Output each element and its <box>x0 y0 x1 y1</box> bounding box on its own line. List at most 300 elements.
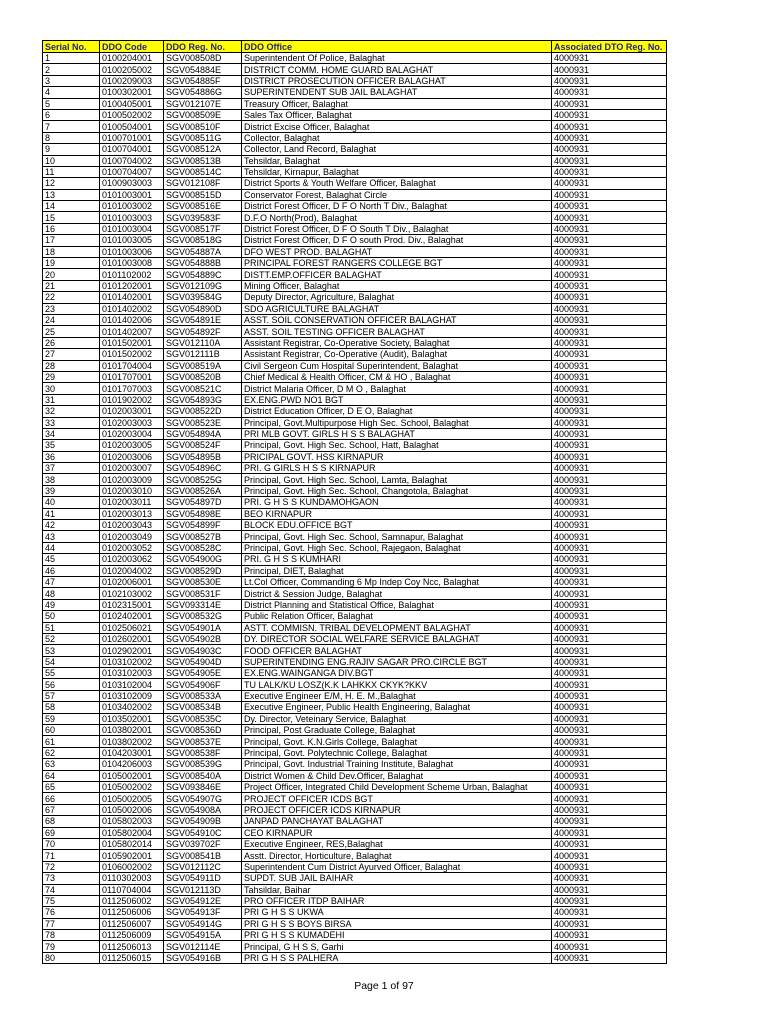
table-row <box>43 827 667 838</box>
dto-reg-no-cell: 4000931 <box>552 554 667 565</box>
serial-no-cell: 17 <box>43 235 100 246</box>
ddo-code-cell: 0101707003 <box>100 383 164 394</box>
table-row <box>43 326 667 337</box>
serial-no-cell: 80 <box>43 952 100 963</box>
dto-reg-no-cell: 4000931 <box>552 838 667 849</box>
ddo-reg-no-cell: SGV008523E <box>164 417 242 428</box>
serial-no-cell: 31 <box>43 394 100 405</box>
ddo-code-cell: 0100903003 <box>100 178 164 189</box>
ddo-code-cell: 0103502001 <box>100 713 164 724</box>
ddo-office-cell: Principal, Govt.Multipurpose High Sec. School, Balaghat <box>242 417 552 428</box>
ddo-reg-no-cell: SGV039583F <box>164 212 242 223</box>
ddo-code-cell: 0102004002 <box>100 565 164 576</box>
table-row <box>43 474 667 485</box>
serial-no-cell: 72 <box>43 861 100 872</box>
ddo-office-cell: District Forest Officer, D F O south Prod. Div., Balaghat <box>242 235 552 246</box>
ddo-reg-no-cell: SGV012108F <box>164 178 242 189</box>
dto-reg-no-cell: 4000931 <box>552 314 667 325</box>
ddo-reg-no-cell: SGV012111B <box>164 349 242 360</box>
ddo-code-cell: 0102003007 <box>100 463 164 474</box>
ddo-office-cell: Executive Engineer, RES,Balaghat <box>242 838 552 849</box>
ddo-reg-no-cell: SGV008516E <box>164 201 242 212</box>
ddo-office-cell: District & Session Judge, Balaghat <box>242 588 552 599</box>
ddo-office-cell: Executive Engineer E/M, H. E. M.,Balaghat <box>242 690 552 701</box>
table-row <box>43 53 667 64</box>
ddo-code-cell: 0105802004 <box>100 827 164 838</box>
serial-no-cell: 43 <box>43 531 100 542</box>
ddo-reg-no-cell: SGV054887A <box>164 246 242 257</box>
table-row <box>43 383 667 394</box>
table-row <box>43 668 667 679</box>
table-body <box>43 53 667 964</box>
ddo-office-cell: District Forest Officer, D F O South T Div., Balaghat <box>242 223 552 234</box>
ddo-reg-no-cell: SGV008522D <box>164 406 242 417</box>
header-ddo-code: DDO Code <box>100 41 164 53</box>
ddo-office-cell: District Malaria Officer, D M O , Balaghat <box>242 383 552 394</box>
serial-no-cell: 30 <box>43 383 100 394</box>
ddo-office-cell: DISTRICT COMM. HOME GUARD BALAGHAT <box>242 64 552 75</box>
table-row <box>43 861 667 872</box>
dto-reg-no-cell: 4000931 <box>552 223 667 234</box>
dto-reg-no-cell: 4000931 <box>552 930 667 941</box>
ddo-register-sheet <box>42 40 666 964</box>
table-row <box>43 599 667 610</box>
ddo-code-cell: 0101003002 <box>100 201 164 212</box>
table-row <box>43 451 667 462</box>
table-row <box>43 508 667 519</box>
dto-reg-no-cell: 4000931 <box>552 155 667 166</box>
ddo-office-cell: PRI G H S S PALHERA <box>242 952 552 963</box>
dto-reg-no-cell: 4000931 <box>552 280 667 291</box>
ddo-code-cell: 0101402006 <box>100 314 164 325</box>
ddo-office-cell: BEO KIRNAPUR <box>242 508 552 519</box>
ddo-code-cell: 0100504001 <box>100 121 164 132</box>
table-row <box>43 930 667 941</box>
table-row <box>43 679 667 690</box>
dto-reg-no-cell: 4000931 <box>552 895 667 906</box>
ddo-office-cell: District Excise Officer, Balaghat <box>242 121 552 132</box>
ddo-code-cell: 0102506021 <box>100 622 164 633</box>
ddo-reg-no-cell: SGV012112C <box>164 861 242 872</box>
serial-no-cell: 41 <box>43 508 100 519</box>
dto-reg-no-cell: 4000931 <box>552 520 667 531</box>
ddo-reg-no-cell: SGV054906F <box>164 679 242 690</box>
table-row <box>43 873 667 884</box>
ddo-office-cell: Conservator Forest, Balaghat Circle <box>242 189 552 200</box>
ddo-code-cell: 0105002006 <box>100 804 164 815</box>
ddo-code-cell: 0102006001 <box>100 576 164 587</box>
serial-no-cell: 12 <box>43 178 100 189</box>
serial-no-cell: 56 <box>43 679 100 690</box>
dto-reg-no-cell: 4000931 <box>552 144 667 155</box>
table-row <box>43 292 667 303</box>
table-row <box>43 87 667 98</box>
ddo-code-cell: 0101502002 <box>100 349 164 360</box>
dto-reg-no-cell: 4000931 <box>552 690 667 701</box>
dto-reg-no-cell: 4000931 <box>552 565 667 576</box>
table-row <box>43 622 667 633</box>
ddo-code-cell: 0112506006 <box>100 907 164 918</box>
dto-reg-no-cell: 4000931 <box>552 121 667 132</box>
dto-reg-no-cell: 4000931 <box>552 75 667 86</box>
ddo-office-cell: EX.ENG.PWD NO1 BGT <box>242 394 552 405</box>
dto-reg-no-cell: 4000931 <box>552 371 667 382</box>
ddo-code-cell: 0105802003 <box>100 816 164 827</box>
table-row <box>43 440 667 451</box>
serial-no-cell: 28 <box>43 360 100 371</box>
ddo-reg-no-cell: SGV008529D <box>164 565 242 576</box>
ddo-office-cell: PRI. G GIRLS H S S KIRNAPUR <box>242 463 552 474</box>
header-ddo-office: DDO Office <box>242 41 552 53</box>
ddo-reg-no-cell: SGV008530E <box>164 576 242 587</box>
table-row <box>43 918 667 929</box>
ddo-code-cell: 0102003009 <box>100 474 164 485</box>
ddo-office-cell: Deputy Director, Agriculture, Balaghat <box>242 292 552 303</box>
ddo-reg-no-cell: SGV054890D <box>164 303 242 314</box>
ddo-code-cell: 0102402001 <box>100 611 164 622</box>
ddo-reg-no-cell: SGV054902B <box>164 633 242 644</box>
ddo-code-cell: 0102602001 <box>100 633 164 644</box>
dto-reg-no-cell: 4000931 <box>552 952 667 963</box>
ddo-office-cell: Tahsildar, Baihar <box>242 884 552 895</box>
serial-no-cell: 4 <box>43 87 100 98</box>
ddo-office-cell: Assistant Registrar, Co-Operative Society, Balaghat <box>242 337 552 348</box>
ddo-office-cell: District Education Officer, D E O, Balaghat <box>242 406 552 417</box>
serial-no-cell: 16 <box>43 223 100 234</box>
ddo-reg-no-cell: SGV012113D <box>164 884 242 895</box>
table-row <box>43 497 667 508</box>
serial-no-cell: 18 <box>43 246 100 257</box>
dto-reg-no-cell: 4000931 <box>552 326 667 337</box>
dto-reg-no-cell: 4000931 <box>552 360 667 371</box>
ddo-code-cell: 0102003010 <box>100 485 164 496</box>
ddo-code-cell: 0100302001 <box>100 87 164 98</box>
table-row <box>43 952 667 963</box>
ddo-reg-no-cell: SGV008524F <box>164 440 242 451</box>
serial-no-cell: 51 <box>43 622 100 633</box>
dto-reg-no-cell: 4000931 <box>552 64 667 75</box>
table-row <box>43 212 667 223</box>
ddo-reg-no-cell: SGV054908A <box>164 804 242 815</box>
ddo-office-cell: PRI MLB GOVT. GIRLS H S S BALAGHAT <box>242 428 552 439</box>
ddo-office-cell: Mining Officer, Balaghat <box>242 280 552 291</box>
serial-no-cell: 2 <box>43 64 100 75</box>
ddo-code-cell: 0102003052 <box>100 542 164 553</box>
dto-reg-no-cell: 4000931 <box>552 463 667 474</box>
ddo-office-cell: Principal, Govt. Industrial Training Institute, Balaghat <box>242 759 552 770</box>
ddo-reg-no-cell: SGV039702F <box>164 838 242 849</box>
dto-reg-no-cell: 4000931 <box>552 759 667 770</box>
ddo-office-cell: District Sports & Youth Welfare Officer, Balaghat <box>242 178 552 189</box>
ddo-office-cell: Principal, Govt. High Sec. School, Rajegaon, Balaghat <box>242 542 552 553</box>
dto-reg-no-cell: 4000931 <box>552 349 667 360</box>
serial-no-cell: 61 <box>43 736 100 747</box>
serial-no-cell: 79 <box>43 941 100 952</box>
serial-no-cell: 68 <box>43 816 100 827</box>
dto-reg-no-cell: 4000931 <box>552 269 667 280</box>
table-row <box>43 850 667 861</box>
ddo-code-cell: 0100405001 <box>100 98 164 109</box>
ddo-code-cell: 0102902001 <box>100 645 164 656</box>
ddo-office-cell: PRICIPAL GOVT. HSS KIRNAPUR <box>242 451 552 462</box>
ddo-code-cell: 0100704002 <box>100 155 164 166</box>
ddo-code-cell: 0101003001 <box>100 189 164 200</box>
ddo-office-cell: Tehsildar, Balaghat <box>242 155 552 166</box>
ddo-office-cell: CEO KIRNAPUR <box>242 827 552 838</box>
ddo-office-cell: SUPERINTENDING ENG.RAJIV SAGAR PRO.CIRCLE BGT <box>242 656 552 667</box>
ddo-reg-no-cell: SGV054891E <box>164 314 242 325</box>
ddo-office-cell: PRINCIPAL FOREST RANGERS COLLEGE BGT <box>242 258 552 269</box>
ddo-code-cell: 0101202001 <box>100 280 164 291</box>
ddo-office-cell: DFO WEST PROD. BALAGHAT <box>242 246 552 257</box>
serial-no-cell: 70 <box>43 838 100 849</box>
ddo-code-cell: 0101102002 <box>100 269 164 280</box>
dto-reg-no-cell: 4000931 <box>552 235 667 246</box>
serial-no-cell: 44 <box>43 542 100 553</box>
table-row <box>43 166 667 177</box>
serial-no-cell: 62 <box>43 747 100 758</box>
ddo-office-cell: Principal, Govt. High Sec. School, Lamta, Balaghat <box>242 474 552 485</box>
ddo-office-cell: Principal, Govt. High Sec. School, Samnapur, Balaghat <box>242 531 552 542</box>
serial-no-cell: 74 <box>43 884 100 895</box>
table-row <box>43 360 667 371</box>
table-row <box>43 132 667 143</box>
ddo-office-cell: Treasury Officer, Balaghat <box>242 98 552 109</box>
ddo-reg-no-cell: SGV008532G <box>164 611 242 622</box>
dto-reg-no-cell: 4000931 <box>552 474 667 485</box>
ddo-reg-no-cell: SGV012107E <box>164 98 242 109</box>
table-row <box>43 838 667 849</box>
ddo-code-cell: 0102003003 <box>100 417 164 428</box>
serial-no-cell: 73 <box>43 873 100 884</box>
ddo-office-cell: District Forest Officer, D F O North T Div., Balaghat <box>242 201 552 212</box>
serial-no-cell: 25 <box>43 326 100 337</box>
header-dto-reg-no: Associated DTO Reg. No. <box>552 41 667 53</box>
serial-no-cell: 13 <box>43 189 100 200</box>
ddo-reg-no-cell: SGV012114E <box>164 941 242 952</box>
ddo-code-cell: 0101707001 <box>100 371 164 382</box>
ddo-code-cell: 0101704004 <box>100 360 164 371</box>
ddo-code-cell: 0101003003 <box>100 212 164 223</box>
ddo-reg-no-cell: SGV054894A <box>164 428 242 439</box>
ddo-code-cell: 0103102009 <box>100 690 164 701</box>
serial-no-cell: 5 <box>43 98 100 109</box>
table-row <box>43 804 667 815</box>
table-row <box>43 816 667 827</box>
serial-no-cell: 38 <box>43 474 100 485</box>
ddo-office-cell: Sales Tax Officer, Balaghat <box>242 109 552 120</box>
serial-no-cell: 29 <box>43 371 100 382</box>
dto-reg-no-cell: 4000931 <box>552 383 667 394</box>
ddo-reg-no-cell: SGV008521C <box>164 383 242 394</box>
serial-no-cell: 60 <box>43 725 100 736</box>
ddo-reg-no-cell: SGV008540A <box>164 770 242 781</box>
ddo-code-cell: 0105902001 <box>100 850 164 861</box>
ddo-reg-no-cell: SGV008518G <box>164 235 242 246</box>
table-row <box>43 588 667 599</box>
dto-reg-no-cell: 4000931 <box>552 508 667 519</box>
table-row <box>43 782 667 793</box>
ddo-reg-no-cell: SGV008512A <box>164 144 242 155</box>
ddo-reg-no-cell: SGV008525G <box>164 474 242 485</box>
ddo-reg-no-cell: SGV054905E <box>164 668 242 679</box>
serial-no-cell: 34 <box>43 428 100 439</box>
table-row <box>43 656 667 667</box>
ddo-reg-no-cell: SGV008514C <box>164 166 242 177</box>
ddo-office-cell: Collector, Balaghat <box>242 132 552 143</box>
ddo-reg-no-cell: SGV054910C <box>164 827 242 838</box>
ddo-code-cell: 0112506015 <box>100 952 164 963</box>
serial-no-cell: 8 <box>43 132 100 143</box>
serial-no-cell: 45 <box>43 554 100 565</box>
ddo-reg-no-cell: SGV054892F <box>164 326 242 337</box>
serial-no-cell: 48 <box>43 588 100 599</box>
ddo-code-cell: 0101502001 <box>100 337 164 348</box>
table-row <box>43 565 667 576</box>
ddo-reg-no-cell: SGV054898E <box>164 508 242 519</box>
ddo-office-cell: Principal, Govt. High Sec. School, Changotola, Balaghat <box>242 485 552 496</box>
ddo-reg-no-cell: SGV008513B <box>164 155 242 166</box>
serial-no-cell: 14 <box>43 201 100 212</box>
dto-reg-no-cell: 4000931 <box>552 87 667 98</box>
serial-no-cell: 27 <box>43 349 100 360</box>
ddo-reg-no-cell: SGV008510F <box>164 121 242 132</box>
ddo-code-cell: 0102003049 <box>100 531 164 542</box>
serial-no-cell: 52 <box>43 633 100 644</box>
ddo-reg-no-cell: SGV008517F <box>164 223 242 234</box>
table-row <box>43 98 667 109</box>
serial-no-cell: 6 <box>43 109 100 120</box>
ddo-reg-no-cell: SGV054916B <box>164 952 242 963</box>
dto-reg-no-cell: 4000931 <box>552 576 667 587</box>
ddo-office-cell: DISTT.EMP.OFFICER BALAGHAT <box>242 269 552 280</box>
ddo-code-cell: 0112506007 <box>100 918 164 929</box>
serial-no-cell: 39 <box>43 485 100 496</box>
ddo-office-cell: JANPAD PANCHAYAT BALAGHAT <box>242 816 552 827</box>
serial-no-cell: 32 <box>43 406 100 417</box>
serial-no-cell: 63 <box>43 759 100 770</box>
ddo-code-cell: 0112506013 <box>100 941 164 952</box>
dto-reg-no-cell: 4000931 <box>552 542 667 553</box>
ddo-code-cell: 0105002005 <box>100 793 164 804</box>
ddo-reg-no-cell: SGV054895B <box>164 451 242 462</box>
dto-reg-no-cell: 4000931 <box>552 645 667 656</box>
page-number: Page 1 of 97 <box>354 980 414 992</box>
serial-no-cell: 71 <box>43 850 100 861</box>
ddo-code-cell: 0102003001 <box>100 406 164 417</box>
ddo-reg-no-cell: SGV054907G <box>164 793 242 804</box>
ddo-office-cell: PROJECT OFFICER ICDS BGT <box>242 793 552 804</box>
ddo-reg-no-cell: SGV054901A <box>164 622 242 633</box>
dto-reg-no-cell: 4000931 <box>552 668 667 679</box>
ddo-office-cell: PRI. G H S S KUMHARI <box>242 554 552 565</box>
serial-no-cell: 69 <box>43 827 100 838</box>
dto-reg-no-cell: 4000931 <box>552 417 667 428</box>
ddo-code-cell: 0101003006 <box>100 246 164 257</box>
table-row <box>43 531 667 542</box>
ddo-office-cell: Principal, DIET, Balaghat <box>242 565 552 576</box>
serial-no-cell: 40 <box>43 497 100 508</box>
dto-reg-no-cell: 4000931 <box>552 451 667 462</box>
dto-reg-no-cell: 4000931 <box>552 782 667 793</box>
table-row <box>43 690 667 701</box>
dto-reg-no-cell: 4000931 <box>552 337 667 348</box>
ddo-reg-no-cell: SGV008541B <box>164 850 242 861</box>
dto-reg-no-cell: 4000931 <box>552 907 667 918</box>
table-row <box>43 280 667 291</box>
table-row <box>43 725 667 736</box>
serial-no-cell: 66 <box>43 793 100 804</box>
ddo-reg-no-cell: SGV054896C <box>164 463 242 474</box>
ddo-reg-no-cell: SGV054899F <box>164 520 242 531</box>
ddo-office-cell: D.F.O North(Prod), Balaghat <box>242 212 552 223</box>
ddo-reg-no-cell: SGV054911D <box>164 873 242 884</box>
ddo-reg-no-cell: SGV008520B <box>164 371 242 382</box>
ddo-code-cell: 0102003013 <box>100 508 164 519</box>
ddo-code-cell: 0101003005 <box>100 235 164 246</box>
ddo-reg-no-cell: SGV054900G <box>164 554 242 565</box>
ddo-code-cell: 0105002002 <box>100 782 164 793</box>
serial-no-cell: 54 <box>43 656 100 667</box>
table-row <box>43 576 667 587</box>
table-row <box>43 109 667 120</box>
dto-reg-no-cell: 4000931 <box>552 428 667 439</box>
dto-reg-no-cell: 4000931 <box>552 166 667 177</box>
table-row <box>43 75 667 86</box>
ddo-office-cell: Project Officer, Integrated Child Development Scheme Urban, Balaghat <box>242 782 552 793</box>
ddo-reg-no-cell: SGV054904D <box>164 656 242 667</box>
serial-no-cell: 20 <box>43 269 100 280</box>
dto-reg-no-cell: 4000931 <box>552 303 667 314</box>
ddo-reg-no-cell: SGV008519A <box>164 360 242 371</box>
serial-no-cell: 36 <box>43 451 100 462</box>
ddo-office-cell: DY. DIRECTOR SOCIAL WELFARE SERVICE BALAGHAT <box>242 633 552 644</box>
ddo-reg-no-cell: SGV008528C <box>164 542 242 553</box>
ddo-office-cell: PRO OFFICER ITDP BAIHAR <box>242 895 552 906</box>
ddo-reg-no-cell: SGV008527B <box>164 531 242 542</box>
ddo-office-cell: District Planning and Statistical Office, Balaghat <box>242 599 552 610</box>
ddo-reg-no-cell: SGV054893G <box>164 394 242 405</box>
ddo-code-cell: 0103102004 <box>100 679 164 690</box>
serial-no-cell: 59 <box>43 713 100 724</box>
table-row <box>43 463 667 474</box>
serial-no-cell: 58 <box>43 702 100 713</box>
dto-reg-no-cell: 4000931 <box>552 827 667 838</box>
dto-reg-no-cell: 4000931 <box>552 189 667 200</box>
ddo-reg-no-cell: SGV054889C <box>164 269 242 280</box>
dto-reg-no-cell: 4000931 <box>552 132 667 143</box>
table-row <box>43 349 667 360</box>
ddo-office-cell: ASST. SOIL TESTING OFFICER BALAGHAT <box>242 326 552 337</box>
ddo-office-cell: Assistant Registrar, Co-Operative (Audit), Balaghat <box>242 349 552 360</box>
dto-reg-no-cell: 4000931 <box>552 941 667 952</box>
ddo-code-cell: 0106002002 <box>100 861 164 872</box>
ddo-code-cell: 0100209003 <box>100 75 164 86</box>
table-row <box>43 793 667 804</box>
serial-no-cell: 23 <box>43 303 100 314</box>
dto-reg-no-cell: 4000931 <box>552 406 667 417</box>
ddo-reg-no-cell: SGV054914G <box>164 918 242 929</box>
ddo-code-cell: 0101402002 <box>100 303 164 314</box>
dto-reg-no-cell: 4000931 <box>552 725 667 736</box>
ddo-code-cell: 0100704001 <box>100 144 164 155</box>
serial-no-cell: 9 <box>43 144 100 155</box>
ddo-code-cell: 0102003062 <box>100 554 164 565</box>
ddo-code-cell: 0101402007 <box>100 326 164 337</box>
ddo-reg-no-cell: SGV093314E <box>164 599 242 610</box>
table-row <box>43 178 667 189</box>
serial-no-cell: 33 <box>43 417 100 428</box>
